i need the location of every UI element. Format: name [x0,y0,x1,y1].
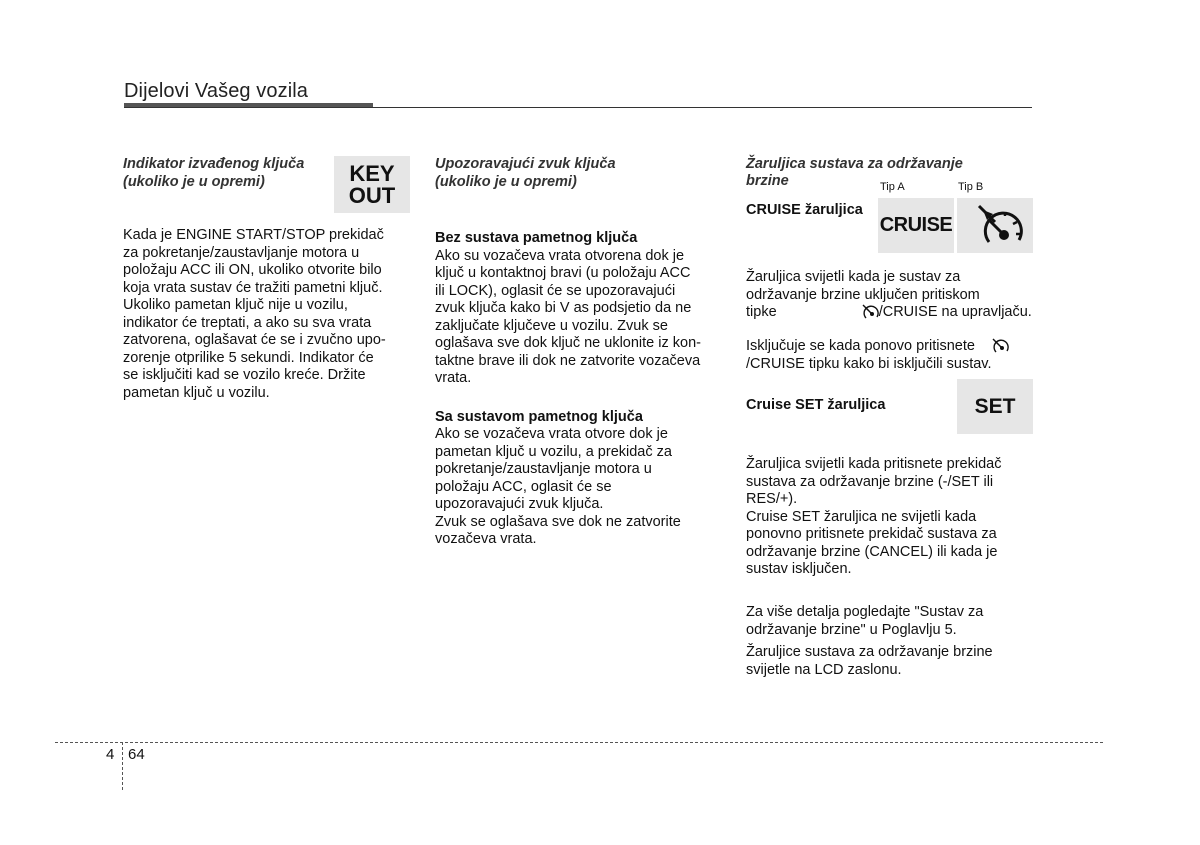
subheading-with-smart-key: Sa sustavom pametnog ključa [435,408,643,425]
text-line: pametan ključ u vozilu, a prekidač za [435,443,672,460]
key-warning-body [435,230,735,549]
key-out-heading-line1: Indikator izvađenog ključa [123,156,305,172]
text-line: Ukoliko pametan ključ nije u vozilu, [123,297,348,313]
cruise-para4 [746,604,1036,639]
footer-rule [55,742,1103,743]
text-line: položaju ACC ili ON, ukoliko otvorite bilo [123,262,382,278]
cruise-indicator-label-wrap [746,202,863,220]
text-line: Cruise SET žaruljica ne svijetli kada [746,508,977,525]
text-line: indikator će treptati, a ako su sva vrata [123,314,372,331]
key-out-icon-line2: OUT [348,182,396,208]
cruise-para3 [746,456,1036,579]
text-line: zatvorena, oglašavat će se i zvučno upo- [123,332,386,348]
text-line: sustav isključen. [746,561,852,577]
text-line: ponovno pritisnete prekidač sustava za [746,526,997,542]
cruise-indicator-label: CRUISE žaruljica [746,202,863,218]
tip-a-label: Tip A [880,181,905,193]
text-line: svijetle na LCD zaslonu. [746,661,902,678]
text-line: se isključiti kad se vozilo kreće. Držite [123,367,366,383]
text-line [746,304,1036,322]
text-line: taktne brave ili dok ne zatvorite vozačeva [435,352,701,369]
speedometer-icon [965,202,1025,250]
cruise-set-indicator-icon [957,379,1033,434]
text-line: oglašava sve dok ključ ne uklonite iz kon- [435,335,701,351]
text-line: vozačeva vrata. [435,531,537,547]
key-warning-heading-line2: (ukoliko je u opremi) [435,173,577,190]
column-key-warning [435,156,735,191]
key-out-indicator-icon [334,156,410,213]
key-out-body [123,227,418,402]
key-out-heading-line2: (ukoliko je u opremi) [123,173,265,190]
text-line: Ako se vozačeva vrata otvore dok je [435,426,668,442]
text-line: održavanje brzine uključen pritiskom [746,286,980,303]
text-line: zvuk ključa kako bi V as podsjetio da ne [435,300,692,316]
cruise-para5 [746,644,1036,679]
text-line: održavanje brzine (CANCEL) ili kada je [746,543,998,560]
tip-b-label: Tip B [958,181,984,193]
text-line: pametan ključ u vozilu. [123,384,270,401]
text-line: RES/+). [746,491,798,507]
text-line: Žaruljica svijetli kada pritisnete prekidač [746,456,1002,472]
set-icon-text: SET [974,394,1016,418]
text-line: Ako su vozačeva vrata otvorena dok je [435,247,685,264]
cruise-set-indicator-label: Cruise SET žaruljica [746,397,886,413]
chapter-number: 4 [106,746,115,763]
footer-divider [122,742,123,790]
text-line: zorenje otprilike 5 sekundi. Indikator će [123,349,374,366]
text-line: ključ u kontaktnoj bravi (u položaju ACC [435,265,691,281]
text-line: /CRUISE tipku kako bi isključili sustav. [746,355,992,372]
spacer [435,388,735,409]
page-section-title: Dijelovi Vašeg vozila [124,80,309,102]
text-line: Žaruljica svijetli kada je sustav za [746,269,961,285]
header-rule [124,107,1032,108]
text-line: za pokretanje/zaustavljanje motora u [123,244,360,261]
cruise-para1 [746,269,1036,322]
text-line: pokretanje/zaustavljanje motora u [435,461,652,477]
cruise-para2 [746,338,1036,373]
text-line: sustava za održavanje brzine (-/SET ili [746,473,994,490]
text-fragment: tipke [746,304,777,320]
text-line: Za više detalja pogledajte "Sustav za [746,604,984,620]
text-line: održavanje brzine" u Poglavlju 5. [746,621,957,638]
text-fragment: /CRUISE na upravljaču. [878,304,1032,320]
cruise-button-icon [861,304,879,320]
text-line: upozoravajući zvuk ključa. [435,496,604,512]
text-line: Zvuk se oglašava sve dok ne zatvorite [435,513,681,530]
cruise-heading-line1: Žaruljica sustava za održavanje [746,156,963,172]
page-number: 64 [128,746,145,763]
text-line [746,338,1036,356]
cruise-icon-text: CRUISE [879,214,953,236]
cruise-indicator-icon-type-b [957,198,1033,253]
cruise-indicator-icon-type-a [878,198,954,253]
text-line: Žaruljice sustava za održavanje brzine [746,644,993,660]
cruise-set-label-wrap [746,397,885,415]
subheading-without-smart-key: Bez sustava pametnog ključa [435,230,638,246]
text-fragment: Isključuje se kada ponovo pritisnete [746,338,975,354]
cruise-heading-line2: brzine [746,172,789,189]
text-line: Kada je ENGINE START/STOP prekidač [123,227,384,243]
key-warning-heading-line1: Upozoravajući zvuk ključa [435,156,616,172]
text-line: položaju ACC, oglasit će se [435,478,612,495]
text-line: vrata. [435,370,472,386]
text-line: zaključate ključeve u vozilu. Zvuk se [435,317,668,334]
text-line: koja vrata sustav će tražiti pametni ključ. [123,279,383,296]
cruise-button-icon [991,338,1009,354]
key-out-icon-line1: KEY [349,160,395,186]
text-line: ili LOCK), oglasit će se upozoravajući [435,282,676,299]
